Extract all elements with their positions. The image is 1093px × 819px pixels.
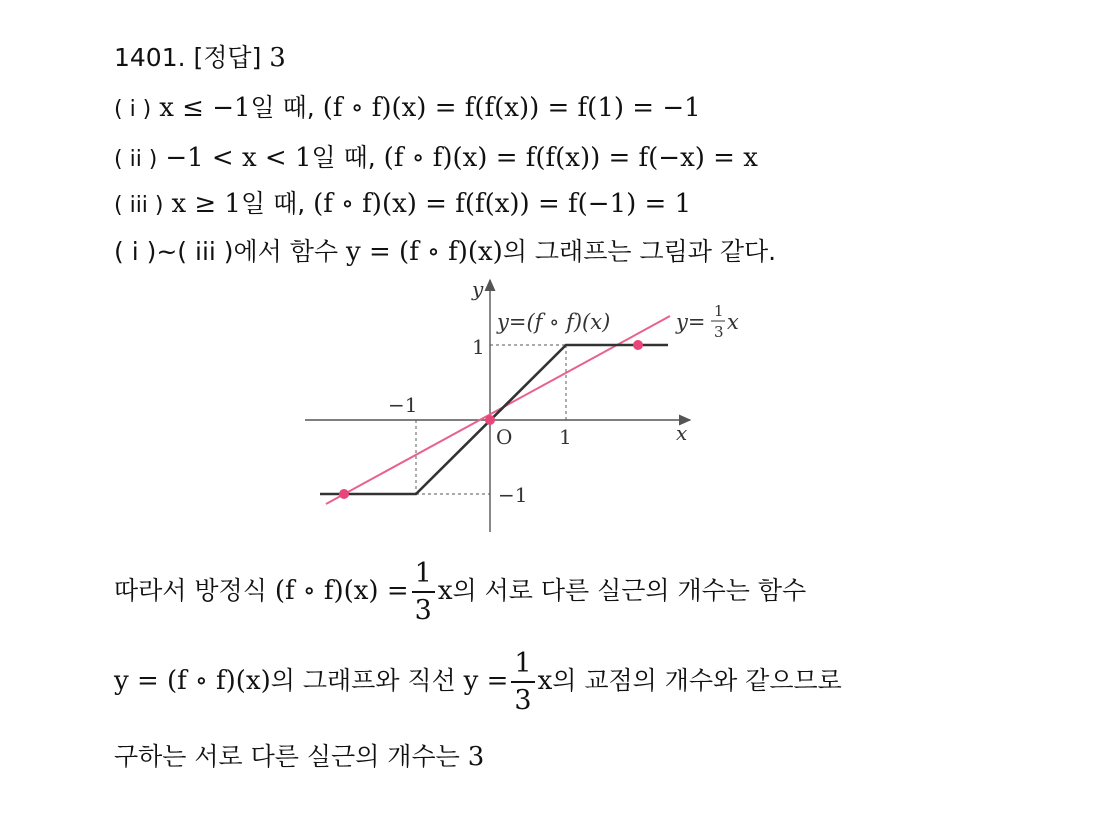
conclusion-1-expr: (f ∘ f)(x) = <box>274 576 409 606</box>
fraction-numerator-2: 1 <box>514 648 532 679</box>
case-2-tag: ( ii ) <box>114 147 158 172</box>
line-label-num: 1 <box>714 302 724 320</box>
conclusion-1-suffix: 의 서로 다른 실근의 개수는 함수 <box>452 576 807 605</box>
conclusion-1-prefix: 따라서 방정식 <box>114 576 267 605</box>
conclusion-line-3 <box>114 737 484 773</box>
case-3-tag: ( iii ) <box>114 193 164 218</box>
x-axis-label: x <box>676 421 688 445</box>
case-2-expr: (f ∘ f)(x) = f(f(x)) = f(−x) = x <box>383 143 758 173</box>
case-2-condition: −1 < x < 1 <box>165 143 312 173</box>
case-2 <box>114 138 758 174</box>
answer-value: 3 <box>269 43 286 73</box>
conclusion-2-suffix: 의 교점의 개수와 같으므로 <box>552 666 842 695</box>
curve-label: y=(f ∘ f)(x) <box>497 310 611 334</box>
summary-suffix: 의 그래프는 그림과 같다. <box>502 237 777 266</box>
summary-line <box>114 232 776 268</box>
tick-label-x-neg-one: −1 <box>388 393 418 417</box>
fraction-one-third <box>412 560 435 624</box>
origin-label: O <box>496 425 513 449</box>
line-label-den: 3 <box>714 323 724 341</box>
fraction-denominator-2: 3 <box>511 681 534 714</box>
problem-header <box>114 38 286 74</box>
intersection-point-right <box>633 340 643 350</box>
fraction-denominator: 3 <box>412 591 435 624</box>
conclusion-1-var: x <box>437 576 453 606</box>
intersection-point-left <box>339 489 349 499</box>
case-3-expr: (f ∘ f)(x) = f(f(x)) = f(−1) = 1 <box>313 189 692 219</box>
conclusion-line-2 <box>114 650 842 714</box>
case-1-expr: (f ∘ f)(x) = f(f(x)) = f(1) = −1 <box>322 93 701 123</box>
fraction-one-third-2 <box>511 650 534 714</box>
case-1-tag: ( i ) <box>114 97 152 122</box>
conclusion-2-var: x <box>537 666 553 696</box>
line-label-var: x <box>727 310 739 334</box>
tick-label-y-neg-one: −1 <box>498 483 528 507</box>
conclusion-3-text: 구하는 서로 다른 실근의 개수는 <box>114 742 460 771</box>
case-1-suffix: 일 때, <box>250 93 315 122</box>
conclusion-2-expr: y = <box>463 666 509 696</box>
y-axis-label: y <box>472 277 484 301</box>
conclusion-2-mid: 의 그래프와 직선 <box>270 666 456 695</box>
fraction-numerator: 1 <box>414 558 432 589</box>
intersection-point-origin <box>485 415 495 425</box>
tick-label-x-one: 1 <box>559 425 572 449</box>
case-1 <box>114 88 701 124</box>
summary-prefix: ( i )~( iii )에서 함수 <box>114 237 339 266</box>
case-3-suffix: 일 때, <box>240 189 306 218</box>
case-1-condition: x ≤ −1 <box>159 93 251 123</box>
composite-function-graph <box>300 272 739 534</box>
summary-func: y = (f ∘ f)(x) <box>346 237 503 267</box>
conclusion-line-1 <box>114 560 806 624</box>
conclusion-3-value: 3 <box>467 742 485 772</box>
line-label-prefix: y= <box>676 310 706 334</box>
case-2-suffix: 일 때, <box>311 143 376 172</box>
tick-label-y-one: 1 <box>472 335 485 359</box>
conclusion-2-func: y = (f ∘ f)(x) <box>114 666 271 696</box>
answer-label: [정답] <box>193 43 262 72</box>
case-3-condition: x ≥ 1 <box>171 189 241 219</box>
case-3 <box>114 184 691 220</box>
problem-number: 1401. <box>114 43 186 72</box>
